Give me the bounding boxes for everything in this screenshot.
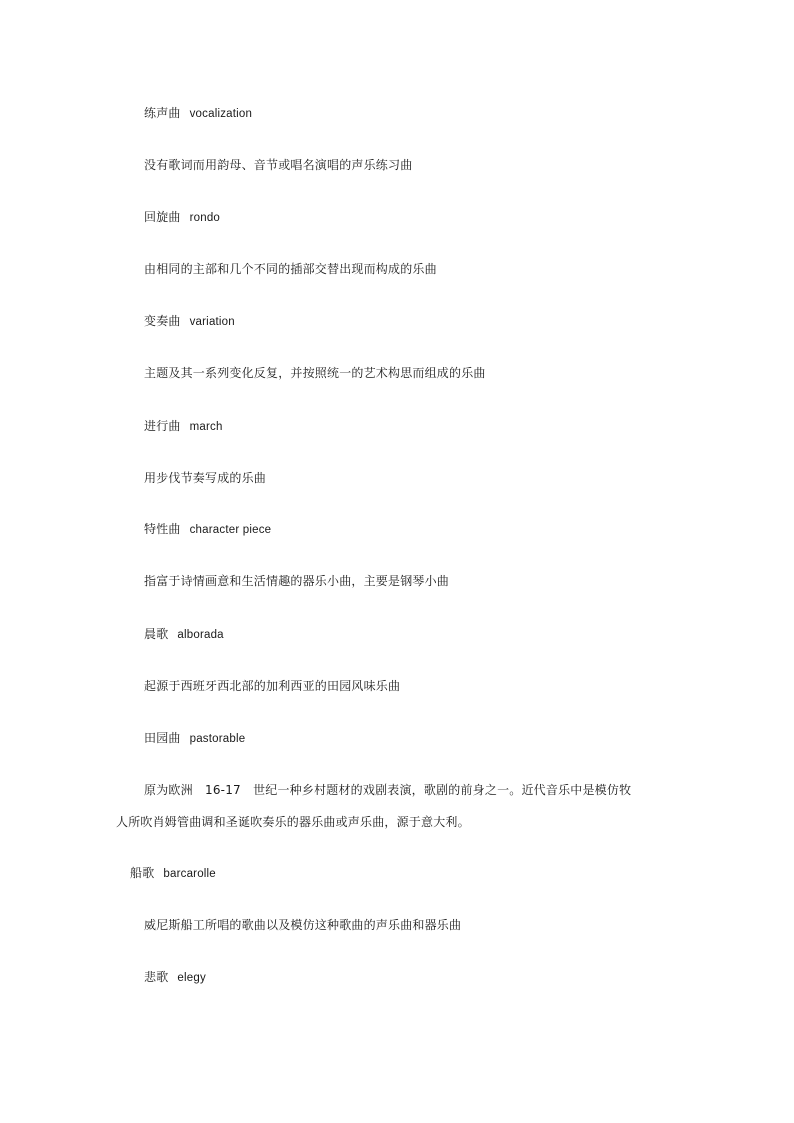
term-description: 主题及其一系列变化反复，并按照统一的艺术构思而组成的乐曲	[144, 366, 486, 380]
term-english: pastorable	[189, 733, 246, 745]
term-english: alborada	[177, 629, 224, 641]
term-chinese: 进行曲	[144, 419, 181, 433]
term-english: rondo	[189, 212, 221, 224]
term-chinese: 船歌	[130, 866, 155, 880]
term-description: 起源于西班牙西北部的加利西亚的田园风味乐曲	[144, 679, 401, 693]
term-english: vocalization	[189, 108, 253, 120]
term-heading	[130, 865, 216, 882]
term-description-line-1: 原为欧洲 16-17 世纪一种乡村题材的戏剧表演，歌剧的前身之一。近代音乐中是模仿牧	[144, 783, 632, 797]
term-english: character piece	[189, 524, 272, 536]
term-description: 没有歌词而用韵母、音节或唱名演唱的声乐练习曲	[144, 158, 413, 172]
term-english: variation	[189, 316, 235, 328]
term-description-line-2: 人所吹肖姆管曲调和圣诞吹奏乐的器乐曲或声乐曲，源于意大利。	[116, 815, 470, 829]
term-heading	[144, 730, 245, 747]
term-description: 威尼斯船工所唱的歌曲以及模仿这种歌曲的声乐曲和器乐曲	[144, 918, 462, 932]
term-chinese: 变奏曲	[144, 314, 181, 328]
term-english: march	[189, 421, 223, 433]
term-chinese: 回旋曲	[144, 210, 181, 224]
term-heading	[144, 313, 235, 330]
term-heading	[144, 105, 252, 122]
term-heading	[144, 418, 223, 435]
term-heading	[144, 209, 220, 226]
term-chinese: 田园曲	[144, 731, 181, 745]
term-english: elegy	[177, 972, 206, 984]
term-heading	[144, 521, 271, 538]
term-description: 指富于诗情画意和生活情趣的器乐小曲，主要是钢琴小曲	[144, 574, 450, 588]
term-chinese: 特性曲	[144, 522, 181, 536]
term-chinese: 晨歌	[144, 627, 169, 641]
term-chinese: 悲歌	[144, 970, 169, 984]
term-english: barcarolle	[163, 868, 216, 880]
term-heading	[144, 626, 224, 643]
term-heading	[144, 969, 206, 986]
term-description: 用步伐节奏写成的乐曲	[144, 471, 267, 485]
term-chinese: 练声曲	[144, 106, 181, 120]
term-description: 由相同的主部和几个不同的插部交替出现而构成的乐曲	[144, 262, 437, 276]
